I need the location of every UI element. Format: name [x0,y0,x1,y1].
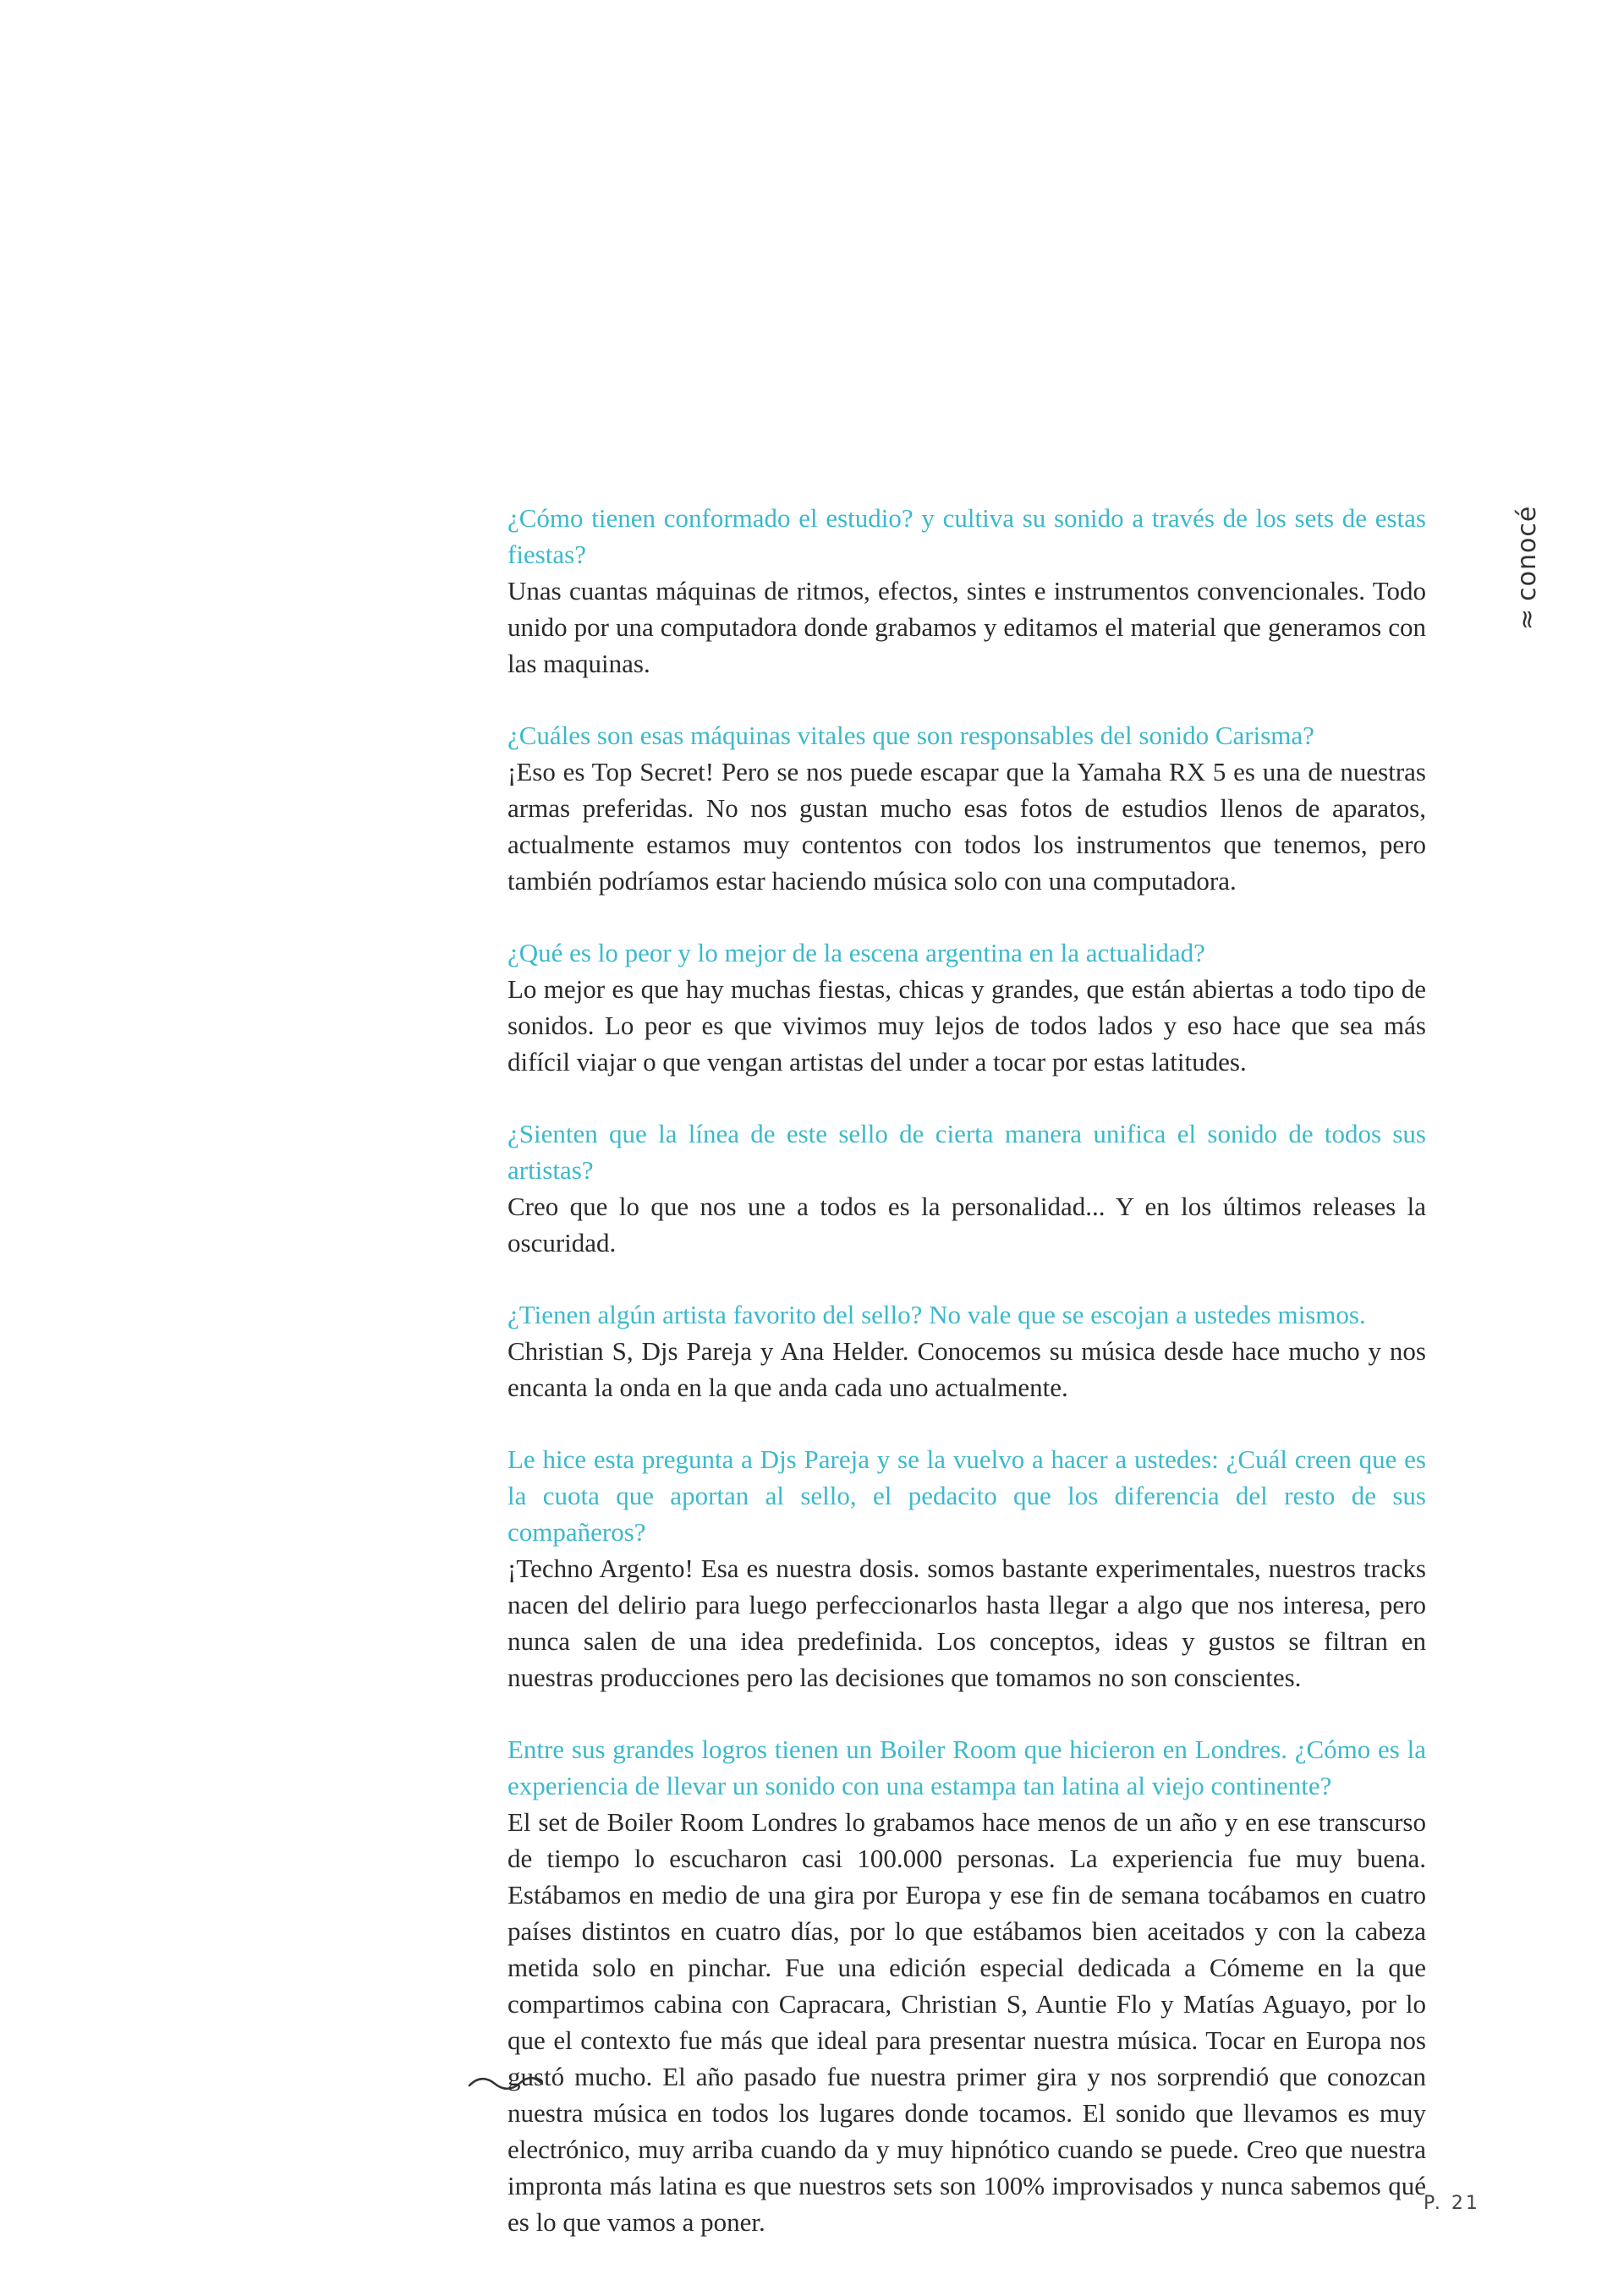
interview-answer: Unas cuantas máquinas de ritmos, efectos, sintes e instrumentos convencionales. Todo unido por una computadora donde grabamos y editamos el material que generamos con las maquinas. [508,576,1426,678]
interview-question: ¿Qué es lo peor y lo mejor de la escena argentina en la actualidad? [508,938,1205,967]
interview-item [508,934,1426,1080]
interview-item [508,500,1426,682]
interview-question: ¿Tienen algún artista favorito del sello? No vale que se escojan a ustedes mismos. [508,1300,1366,1329]
interview-question: ¿Cuáles son esas máquinas vitales que son responsables del sonido Carisma? [508,721,1314,750]
interview-column [508,500,1426,2276]
interview-item [508,1441,1426,1696]
interview-answer: ¡Eso es Top Secret! Pero se nos puede escapar que la Yamaha RX 5 es una de nuestras armas preferidas. No nos gustan mucho esas fotos de estudios llenos de aparatos, actualmente estamos muy contentos con todos los instrumentos que tenemos, pero también podríamos estar haciendo música solo con una computadora. [508,757,1426,896]
section-label-text: conocé [1512,505,1542,601]
interview-item [508,717,1426,899]
interview-item [508,1115,1426,1261]
interview-answer: Christian S, Djs Pareja y Ana Helder. Conocemos su música desde hace mucho y nos encanta la onda en la que anda cada uno actualmente. [508,1336,1426,1402]
interview-question: Entre sus grandes logros tienen un Boiler Room que hicieron en Londres. ¿Cómo es la experiencia de llevar un sonido con una estampa tan latina al viejo continente? [508,1734,1426,1800]
page-number: P. 21 [1424,2193,1480,2214]
interview-answer: ¡Techno Argento! Esa es nuestra dosis. somos bastante experimentales, nuestros tracks nacen del delirio para luego perfeccionarlos hasta llegar a algo que nos interesa, pero nunca salen de una idea predefinida. Los conceptos, ideas y gustos se filtran en nuestras producciones pero las decisiones que tomamos no son conscientes. [508,1553,1426,1692]
interview-item [508,1731,1426,2240]
interview-question: ¿Cómo tienen conformado el estudio? y cultiva su sonido a través de los sets de estas fiestas? [508,503,1426,569]
section-label [1512,506,1542,630]
interview-answer: Creo que lo que nos une a todos es la personalidad... Y en los últimos releases la oscuridad. [508,1192,1426,1258]
interview-answer: Lo mejor es que hay muchas fiestas, chicas y grandes, que están abiertas a todo tipo de sonidos. Lo peor es que vivimos muy lejos de todos lados y eso hace que sea más difícil viajar o que vengan artistas del under a tocar por estas latitudes. [508,974,1426,1077]
interview-answer: El set de Boiler Room Londres lo grabamos hace menos de un año y en ese transcurso de tiempo lo escucharon casi 100.000 personas. La experiencia fue muy buena. Estábamos en medio de una gira por Europa y ese fin de semana tocábamos en cuatro países distintos en cuatro días, por lo que estábamos bien aceitados y con la cabeza metida solo en pinchar. Fue una edición especial dedicada a Cómeme en la que compartimos cabina con Capracara, Christian S, Auntie Flo y Matías Aguayo, por lo que el contexto fue más que ideal para presentar nuestra música. Tocar en Europa nos gustó mucho. El año pasado fue nuestra primer gira y nos sorprendió que conozcan nuestra música en todos los lugares donde tocamos. El sonido que llevamos es muy electrónico, muy arriba cuando da y muy hipnótico cuando se puede. Creo que nuestra impronta más latina es que nuestros sets son 100% improvisados y nunca sabemos qué es lo que vamos a poner. [508,1807,1426,2237]
interview-item [508,1296,1426,1406]
section-label-mark: ≈ [1512,607,1542,630]
interview-question: Le hice esta pregunta a Djs Pareja y se la vuelvo a hacer a ustedes: ¿Cuál creen que es la cuota que aportan al sello, el pedacito que los diferencia del resto de sus compañeros? [508,1444,1426,1547]
interview-question: ¿Sienten que la línea de este sello de cierta manera unifica el sonido de todos sus artistas? [508,1119,1426,1185]
double-tilde-icon [468,2073,544,2095]
